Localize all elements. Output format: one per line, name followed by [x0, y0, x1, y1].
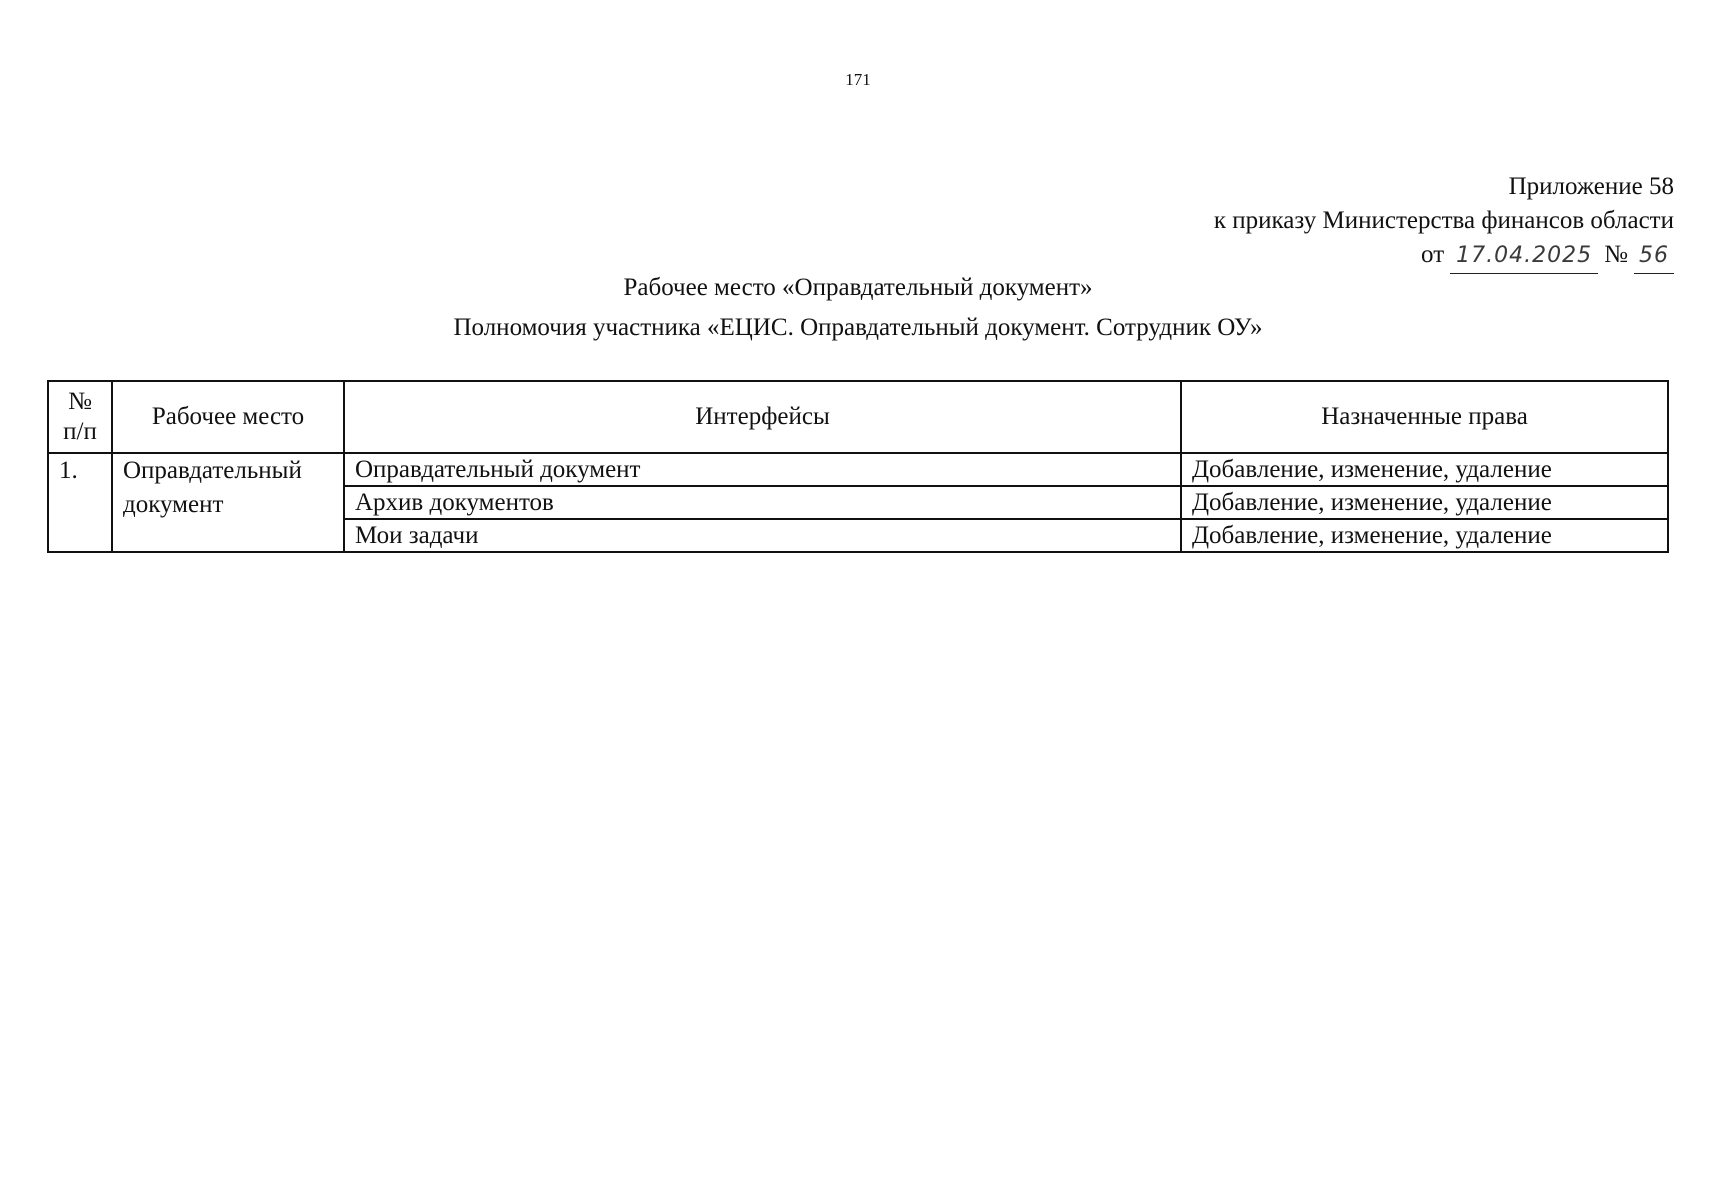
row-interface: Оправдательный документ [344, 453, 1181, 486]
row-interface: Мои задачи [344, 519, 1181, 552]
header-number-abbrev: п/п [63, 418, 97, 445]
document-titles [0, 268, 1716, 348]
order-from-label: от [1421, 241, 1445, 268]
row-rights: Добавление, изменение, удаление [1181, 519, 1668, 552]
table-row [48, 453, 1668, 486]
appendix-title: Приложение 58 [1508, 173, 1674, 200]
header-rights: Назначенные права [1181, 381, 1668, 453]
header-workplace: Рабочее место [112, 381, 344, 453]
row-rights: Добавление, изменение, удаление [1181, 453, 1668, 486]
header-interfaces: Интерфейсы [344, 381, 1181, 453]
row-interface: Архив документов [344, 486, 1181, 519]
order-date-handwritten: 17.04.2025 [1450, 239, 1598, 274]
page-number: 171 [845, 70, 871, 89]
appendix-block [1214, 170, 1674, 274]
order-number-label: № [1604, 241, 1628, 268]
appendix-order-reference: к приказу Министерства финансов области [1213, 207, 1674, 234]
permissions-title: Полномочия участника «ЕЦИС. Оправдательный документ. Сотрудник ОУ» [453, 314, 1263, 341]
workplace-title: Рабочее место «Оправдательный документ» [623, 274, 1093, 301]
row-number: 1. [48, 453, 112, 552]
table-header-row [48, 381, 1668, 453]
row-rights: Добавление, изменение, удаление [1181, 486, 1668, 519]
header-number [48, 381, 112, 453]
order-number-handwritten: 56 [1634, 239, 1674, 274]
row-workplace: Оправдательный документ [112, 453, 344, 552]
permissions-table [47, 380, 1669, 553]
header-number-symbol: № [68, 388, 92, 415]
